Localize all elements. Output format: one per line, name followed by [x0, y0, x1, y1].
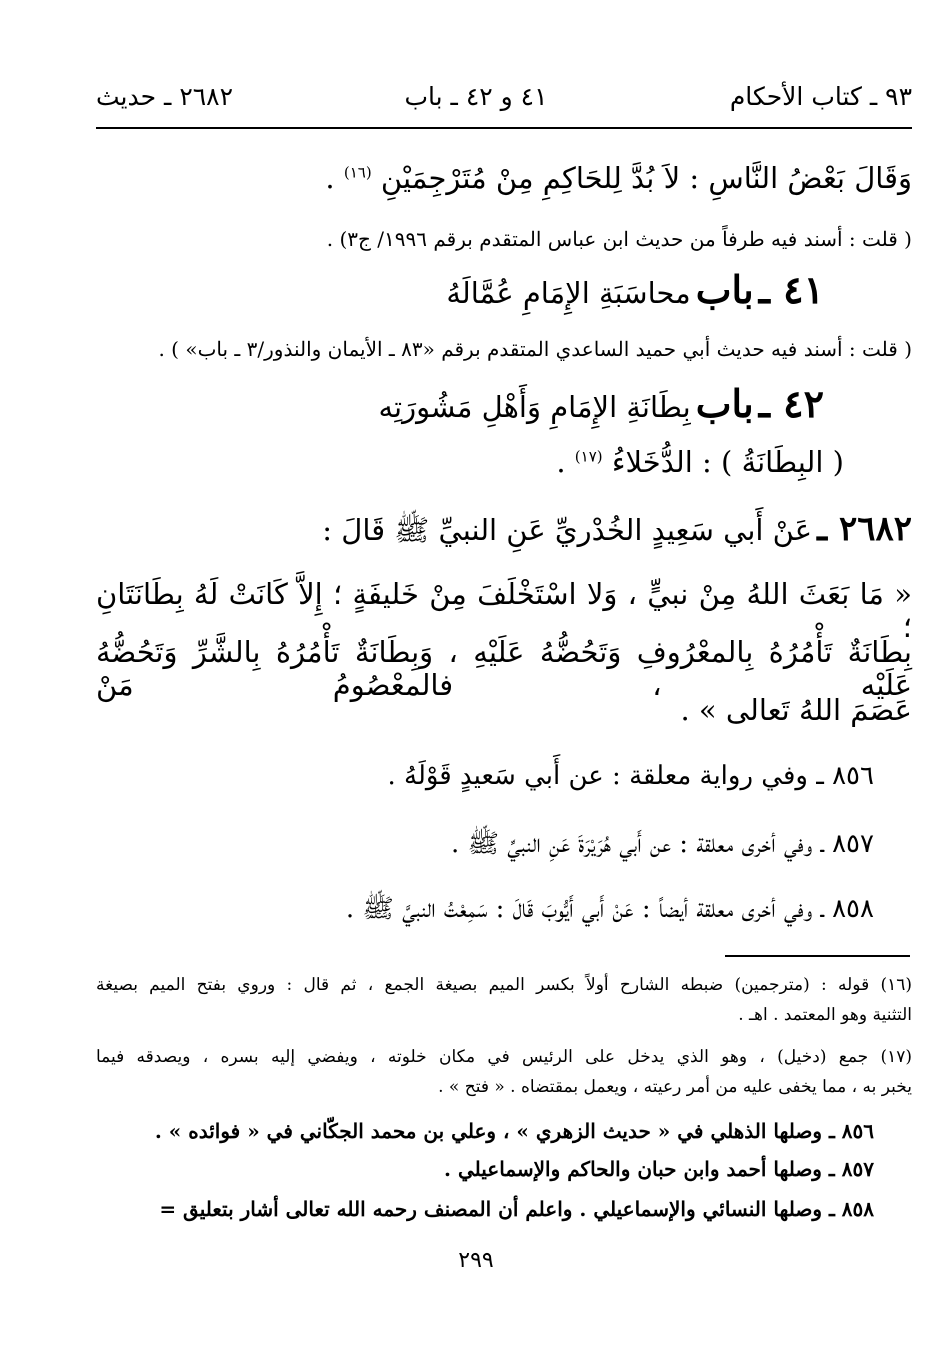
chapter-heading-41 — [446, 268, 824, 312]
hadith-text-line: « مَا بَعَثَ اللهُ مِنْ نبيٍّ ، وَلا اسْتَخْلَفَ مِنْ خَليفَةٍ ؛ إِلاَّ كَانَتْ لَهُ بِطَانَتَانِ ؛ — [96, 577, 912, 645]
header-chapter: ٤١ و ٤٢ ـ باب — [404, 82, 548, 111]
note-line: ( قلت : أسند فيه حديث أبي حميد الساعدي المتقدم برقم «٨٣ ـ الأيمان والنذور/٣ ـ باب» ) . — [158, 337, 912, 361]
chapter-word: باب — [695, 381, 754, 426]
chapter-number: ٤١ ـ — [758, 267, 824, 312]
footnote-ref: (١٦) — [343, 163, 372, 182]
hadith-isnad: عَنْ أَبي سَعِيدٍ الخُدْريِّ عَنِ النبيِّ ﷺ قَالَ : — [322, 513, 813, 547]
chapter-word: باب — [695, 267, 754, 312]
footnote-ref: (١٧) — [574, 447, 603, 466]
footnote-rule — [725, 955, 910, 957]
chapter-heading-42 — [378, 382, 824, 426]
hadith-text-line: عَصَمَ اللهُ تَعالى » . — [680, 693, 912, 727]
footnote-line: (١٧) جمع (دخيل) ، وهو الذي يدخل على الرئيس في مكان خلوته ، ويفضي إليه بسره ، ويصدقه فيما — [96, 1047, 912, 1067]
footnote-line: (١٦) قوله : (مترجمين) ضبطه الشارح أولاً بكسر الميم بصيغة الجمع ، ثم قال : وروي بفتح الميم بصيغة — [96, 975, 912, 995]
narration-856: ٨٥٦ ـ وفي رواية معلقة : عن أَبي سَعيدٍ قَوْلَهُ . — [387, 761, 874, 791]
header-book-title: ٩٣ ـ كتاب الأحكام — [729, 82, 912, 111]
page-number: ٢٩٩ — [458, 1248, 494, 1273]
narration-857: ٨٥٧ ـ وفي أخرى معلقة : عن أَبي هُرَيْرَةَ عَنِ النبيِّ ﷺ . — [451, 829, 874, 859]
hadith-number: ٢٦٨٢ ـ — [817, 509, 912, 549]
chapter-title: محاسَبَةِ الإِمَامِ عُمَّالَهُ — [446, 276, 691, 310]
header-rule — [96, 127, 912, 129]
note-856: ٨٥٦ ـ وصلها الذهلي في « حديث الزهري » ، وعلي بن محمد الجكّاني في « فوائده » . — [154, 1119, 874, 1143]
footnote-line: التثنية وهو المعتمد . اهـ . — [738, 1005, 912, 1025]
footnote-line: يخبر به ، مما يخفى عليه من أمر رعيته ، ويعمل بمقتضاه . « فتح » . — [438, 1077, 912, 1097]
note-858: ٨٥٨ ـ وصلها النسائي والإسماعيلي . واعلم أن المصنف رحمه الله تعالى أشار بتعليق = — [159, 1197, 874, 1221]
hadith-text-line: بِطَانَةٌ تَأْمُرُهُ بِالمعْرُوفِ وَتَحُضُّهُ عَلَيْهِ ، وَبِطَانَةٌ تَأْمُرُهُ بِالشَّرِّ وَتَحُضُّهُ عَلَيْه ، فالمعْصُومُ مَنْ — [96, 635, 912, 703]
gloss-line: ( البِطَانَةُ ) : الدُّخَلاءُ $^{(١٧)}$ . — [556, 445, 844, 479]
note-line: ( قلت : أسند فيه طرفاً من حديث ابن عباس المتقدم برقم ١٩٩٦/ ج٣) . — [326, 227, 912, 251]
narration-858: ٨٥٨ ـ وفي أخرى معلقة أيضاً : عَنْ أَبي أَيُّوبَ قَالَ : سَمِعْتُ النبيَّ ﷺ . — [345, 894, 874, 924]
chapter-title: بِطَانَةِ الإِمَامِ وَأَهْلِ مَشُورَتِه — [378, 390, 691, 424]
header-hadith-number: ٢٦٨٢ ـ حديث — [96, 82, 234, 111]
chapter-number: ٤٢ ـ — [758, 381, 824, 426]
text-line: وَقَالَ بَعْضُ النَّاسِ : لاَ بُدَّ لِلحَاكِمِ مِنْ مُتَرْجِمَيْنِ $^{(١٦)}$ . — [325, 161, 912, 195]
note-857: ٨٥٧ ـ وصلها أحمد وابن حبان والحاكم والإسماعيلي . — [444, 1157, 874, 1181]
hadith-heading — [322, 510, 912, 549]
